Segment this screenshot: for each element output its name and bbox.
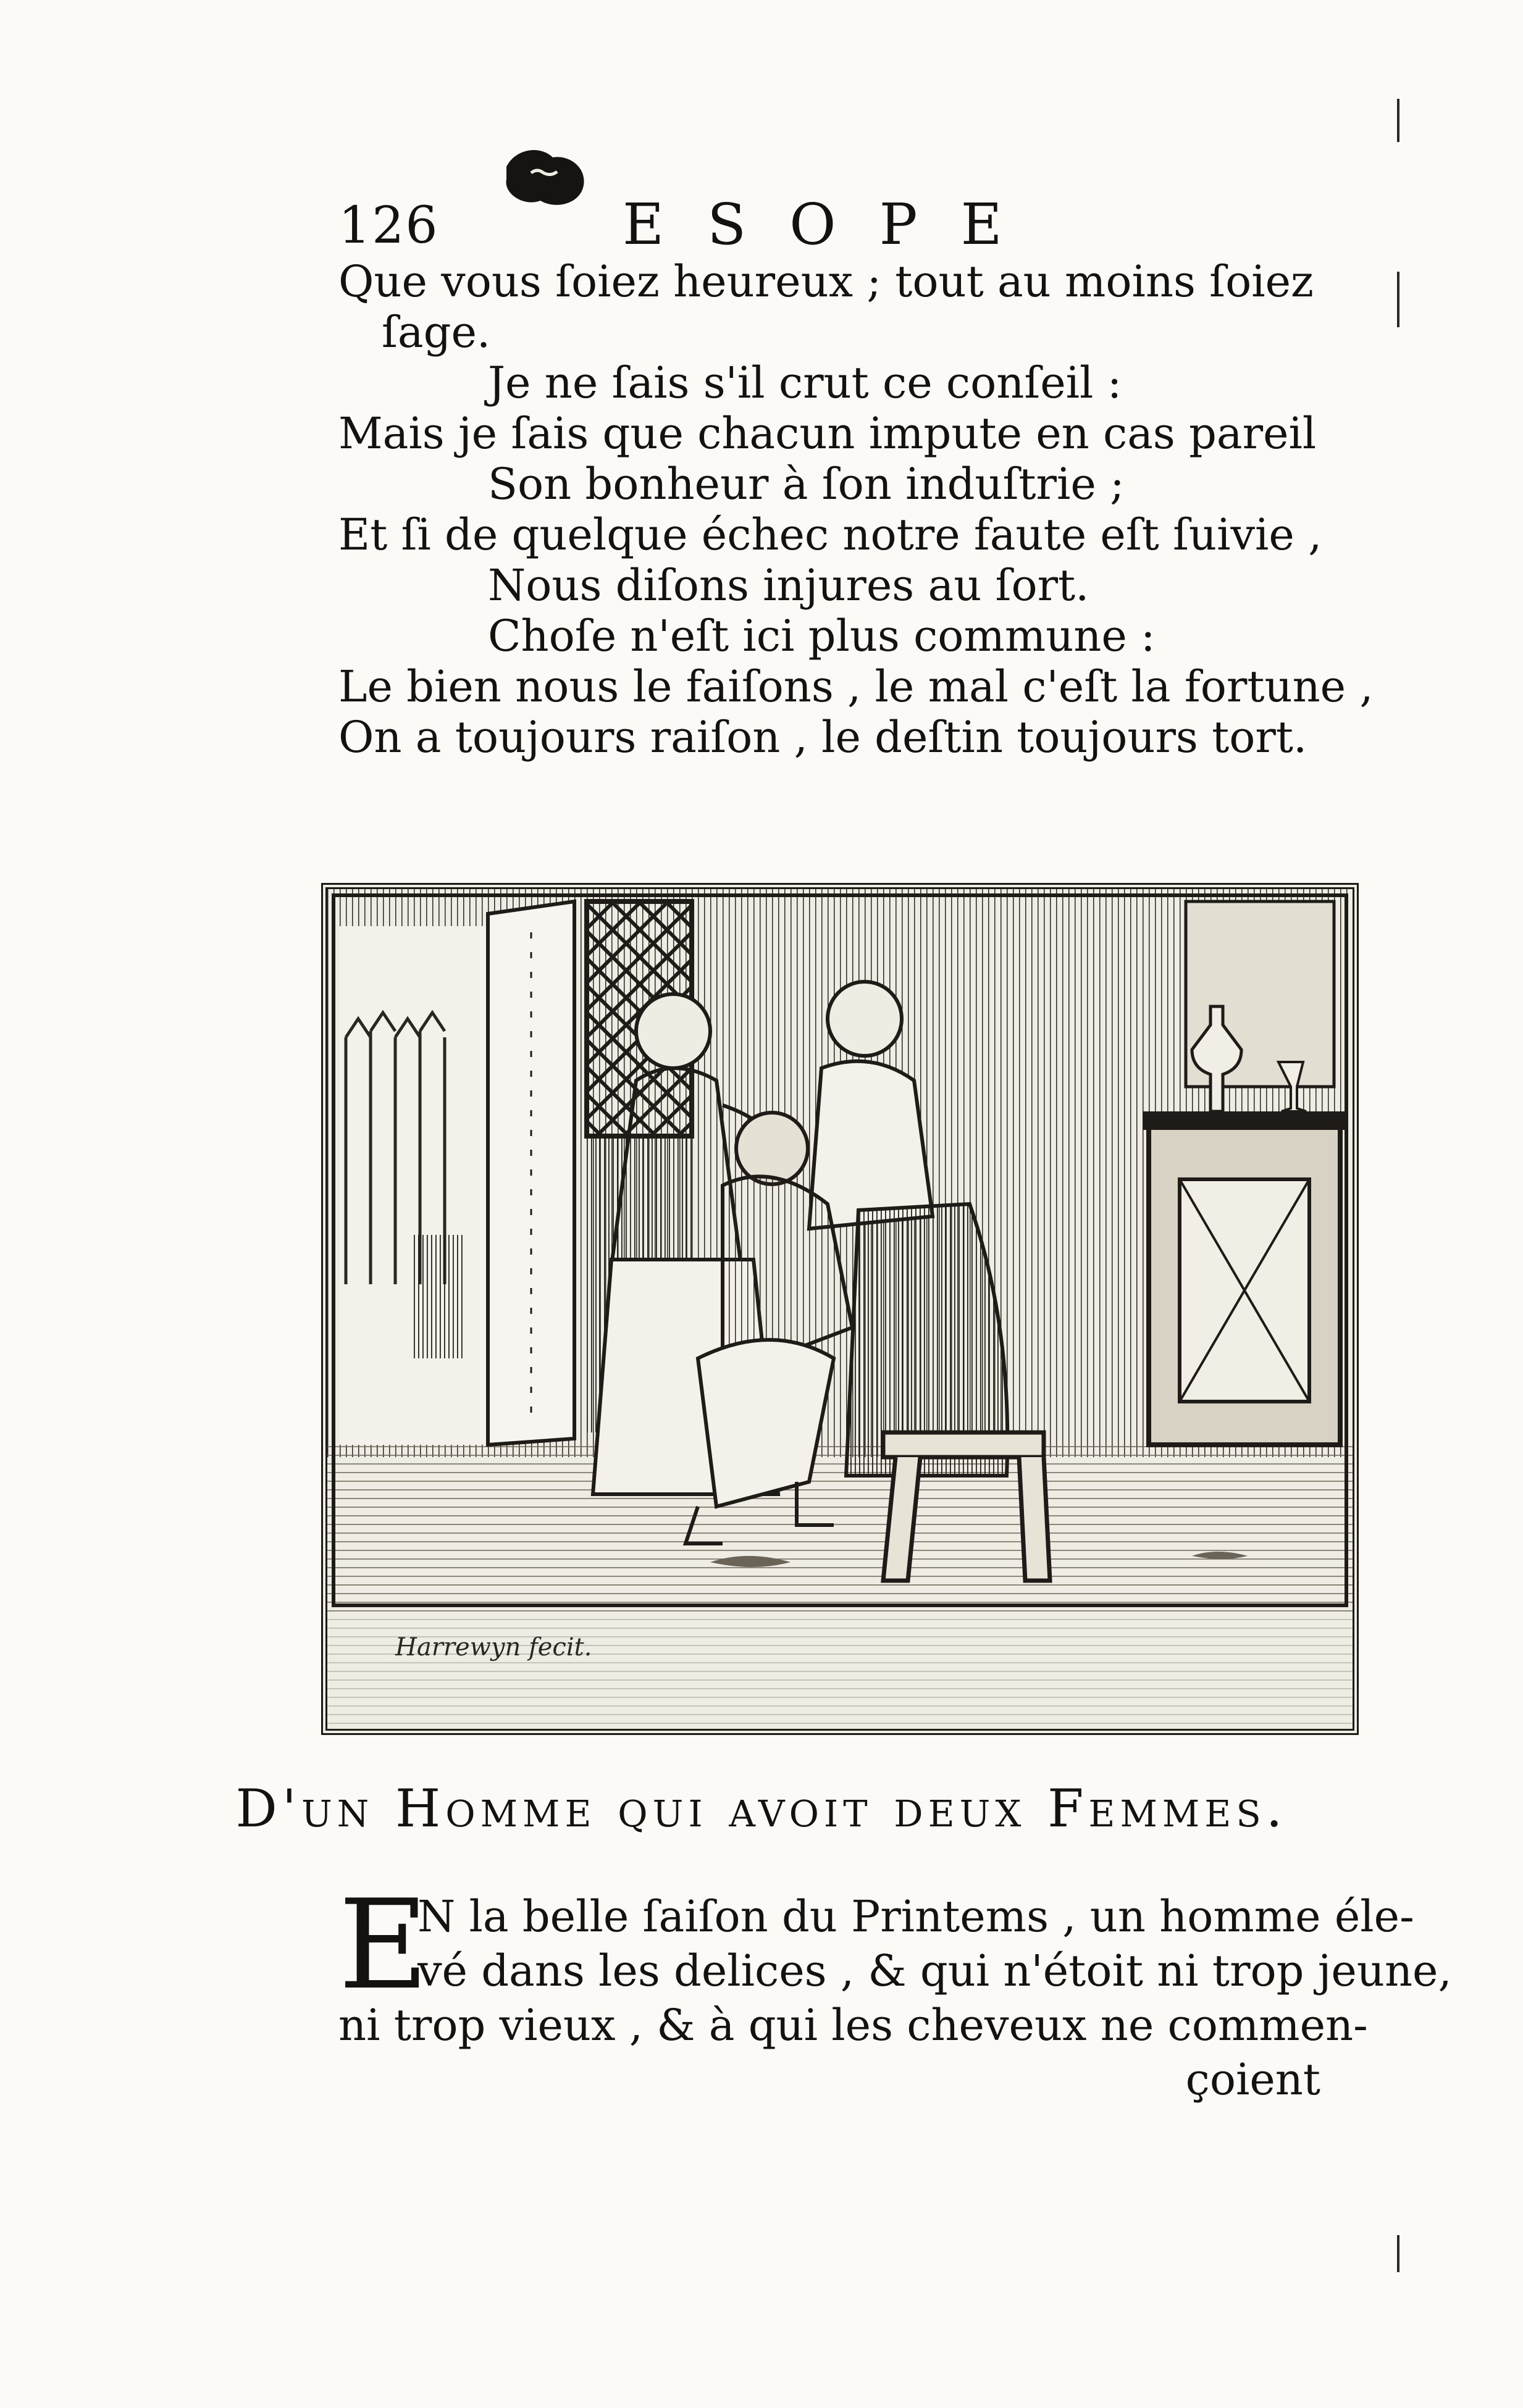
- fable-title: D'un Homme qui avoit deux Femmes.: [235, 1778, 1288, 1839]
- catchword: çoient: [1185, 2054, 1320, 2105]
- drop-cap: E: [338, 1873, 429, 2017]
- running-header: [338, 185, 1339, 259]
- prose-line: N la belle ſaiſon du Printems , un homme éle-: [417, 1891, 1414, 1942]
- margin-rule-upper: [1397, 272, 1399, 327]
- verse-line: Que vous ſoiez heureux ; tout au moins ſoiez: [338, 256, 1314, 307]
- engraving-illustration: [321, 883, 1359, 1735]
- verse-line: Le bien nous le faiſons , le mal c'eſt la fortune ,: [338, 661, 1374, 712]
- margin-rule-top: [1397, 99, 1399, 142]
- verse-block: [338, 256, 1374, 763]
- running-title: ESOPE: [623, 191, 1046, 257]
- prose-line: ni trop vieux , & à qui les cheveux ne commen-: [338, 2000, 1368, 2051]
- prose-block: [338, 1873, 1452, 2107]
- engraver-signature: Harrewyn fecit.: [395, 1633, 592, 1662]
- verse-line: Son bonheur à ſon induſtrie ;: [488, 459, 1125, 509]
- prose-line: vé dans les delices , & qui n'étoit ni trop jeune,: [417, 1946, 1452, 1996]
- verse-line: Nous diſons injures au ſort.: [488, 560, 1089, 611]
- page-number: 126: [338, 196, 439, 255]
- verse-line: Je ne ſais s'il crut ce conſeil :: [488, 357, 1122, 408]
- verse-line: Choſe n'eſt ici plus commune :: [488, 611, 1156, 661]
- verse-line: On a toujours raiſon , le deſtin toujours tort.: [338, 712, 1307, 763]
- verse-line: Et ſi de quelque échec notre faute eſt ſuivie ,: [338, 509, 1322, 560]
- verse-line: ſage.: [382, 307, 491, 357]
- engraving-scene: [327, 889, 1353, 1729]
- verse-line: Mais je ſais que chacun impute en cas pareil: [338, 408, 1317, 459]
- margin-rule-bottom: [1397, 2235, 1399, 2272]
